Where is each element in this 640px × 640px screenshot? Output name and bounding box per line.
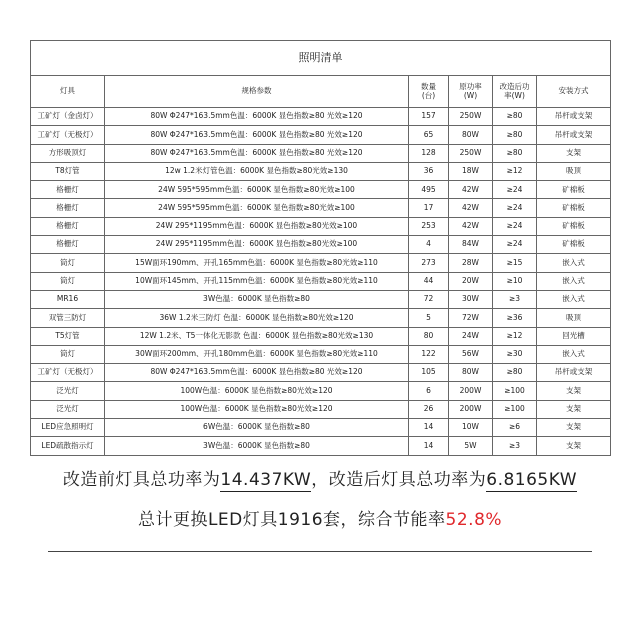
cell-quantity: 26 — [409, 400, 449, 418]
cell-new-power: ≥80 — [493, 108, 537, 126]
cell-install: 回光槽 — [537, 327, 611, 345]
cell-quantity: 14 — [409, 419, 449, 437]
cell-original-power: 42W — [449, 217, 493, 235]
cell-quantity: 253 — [409, 217, 449, 235]
cell-fixture: T8灯管 — [31, 162, 105, 180]
cell-quantity: 6 — [409, 382, 449, 400]
cell-install: 嵌入式 — [537, 345, 611, 363]
table-row — [31, 162, 611, 180]
header-quantity: 数量 (台) — [409, 76, 449, 108]
header-spec: 规格参数 — [105, 76, 409, 108]
table-row — [31, 272, 611, 290]
cell-quantity: 44 — [409, 272, 449, 290]
table-row — [31, 217, 611, 235]
lighting-list-table — [30, 40, 611, 456]
summary-replace-text: 总计更换LED灯具1916套，综合节能率 — [137, 510, 446, 530]
cell-fixture: 泛光灯 — [31, 400, 105, 418]
table-row — [31, 181, 611, 199]
cell-quantity: 14 — [409, 437, 449, 455]
header-new-power: 改造后功 率(W) — [493, 76, 537, 108]
cell-install: 吊杆或支架 — [537, 126, 611, 144]
table-row — [31, 290, 611, 308]
cell-original-power: 200W — [449, 382, 493, 400]
cell-fixture: 格栅灯 — [31, 199, 105, 217]
cell-original-power: 42W — [449, 199, 493, 217]
cell-install: 吸顶 — [537, 162, 611, 180]
cell-install: 支架 — [537, 400, 611, 418]
cell-fixture: 工矿灯（无极灯） — [31, 126, 105, 144]
cell-spec: 15W面环190mm、开孔165mm色温：6000K 显色指数≥80光效≥110 — [105, 254, 409, 272]
cell-original-power: 42W — [449, 181, 493, 199]
cell-install: 吊杆或支架 — [537, 364, 611, 382]
cell-new-power: ≥36 — [493, 309, 537, 327]
cell-new-power: ≥12 — [493, 327, 537, 345]
cell-fixture: 泛光灯 — [31, 382, 105, 400]
after-total-power: 6.8165KW — [486, 470, 578, 490]
lighting-list-sheet — [30, 40, 610, 456]
cell-spec: 24W 595*595mm色温：6000K 显色指数≥80光效≥100 — [105, 181, 409, 199]
cell-fixture: LED应急照明灯 — [31, 419, 105, 437]
cell-spec: 24W 295*1195mm色温：6000K 显色指数≥80光效≥100 — [105, 236, 409, 254]
cell-original-power: 80W — [449, 364, 493, 382]
cell-quantity: 80 — [409, 327, 449, 345]
cell-spec: 6W色温：6000K 显色指数≥80 — [105, 419, 409, 437]
cell-quantity: 128 — [409, 144, 449, 162]
cell-quantity: 65 — [409, 126, 449, 144]
cell-install: 嵌入式 — [537, 290, 611, 308]
cell-fixture: 筒灯 — [31, 254, 105, 272]
cell-quantity: 273 — [409, 254, 449, 272]
cell-quantity: 72 — [409, 290, 449, 308]
summary-line-1 — [30, 465, 610, 490]
header-original-power: 原功率 (W) — [449, 76, 493, 108]
cell-spec: 80W Φ247*163.5mm色温：6000K 显色指数≥80 光效≥120 — [105, 144, 409, 162]
cell-spec: 80W Φ247*163.5mm色温：6000K 显色指数≥80 光效≥120 — [105, 108, 409, 126]
cell-quantity: 36 — [409, 162, 449, 180]
cell-spec: 80W Φ247*163.5mm色温：6000K 显色指数≥80 光效≥120 — [105, 126, 409, 144]
cell-fixture: MR16 — [31, 290, 105, 308]
cell-spec: 12w 1.2米灯管色温：6000K 显色指数≥80光效≥130 — [105, 162, 409, 180]
cell-new-power: ≥100 — [493, 400, 537, 418]
table-row — [31, 382, 611, 400]
cell-fixture: T5灯管 — [31, 327, 105, 345]
cell-spec: 24W 595*595mm色温：6000K 显色指数≥80光效≥100 — [105, 199, 409, 217]
cell-original-power: 18W — [449, 162, 493, 180]
cell-install: 嵌入式 — [537, 254, 611, 272]
table-row — [31, 126, 611, 144]
cell-spec: 12W 1.2米、T5一体化无影款 色温：6000K 显色指数≥80光效≥130 — [105, 327, 409, 345]
cell-quantity: 495 — [409, 181, 449, 199]
cell-new-power: ≥30 — [493, 345, 537, 363]
table-row — [31, 144, 611, 162]
cell-original-power: 84W — [449, 236, 493, 254]
cell-new-power: ≥100 — [493, 382, 537, 400]
cell-new-power: ≥3 — [493, 437, 537, 455]
summary-after-label: ，改造后灯具总功率为 — [311, 470, 487, 490]
cell-install: 吸顶 — [537, 309, 611, 327]
cell-spec: 24W 295*1195mm色温：6000K 显色指数≥80光效≥100 — [105, 217, 409, 235]
cell-fixture: 格栅灯 — [31, 217, 105, 235]
cell-new-power: ≥12 — [493, 162, 537, 180]
cell-fixture: LED疏散指示灯 — [31, 437, 105, 455]
cell-fixture: 筒灯 — [31, 272, 105, 290]
divider-line — [48, 551, 592, 552]
cell-original-power: 10W — [449, 419, 493, 437]
cell-original-power: 24W — [449, 327, 493, 345]
cell-new-power: ≥24 — [493, 236, 537, 254]
table-row — [31, 199, 611, 217]
summary-line-2 — [30, 505, 610, 530]
cell-new-power: ≥80 — [493, 364, 537, 382]
cell-new-power: ≥24 — [493, 217, 537, 235]
cell-spec: 3W色温：6000K 显色指数≥80 — [105, 290, 409, 308]
table-row — [31, 437, 611, 455]
cell-original-power: 250W — [449, 108, 493, 126]
cell-fixture: 格栅灯 — [31, 181, 105, 199]
cell-fixture: 工矿灯（无极灯） — [31, 364, 105, 382]
table-row — [31, 419, 611, 437]
table-row — [31, 254, 611, 272]
cell-install: 支架 — [537, 144, 611, 162]
cell-new-power: ≥24 — [493, 199, 537, 217]
cell-fixture: 工矿灯（金卤灯） — [31, 108, 105, 126]
cell-spec: 80W Φ247*163.5mm色温：6000K 显色指数≥80 光效≥120 — [105, 364, 409, 382]
cell-install: 矿棉板 — [537, 217, 611, 235]
cell-original-power: 5W — [449, 437, 493, 455]
cell-quantity: 157 — [409, 108, 449, 126]
cell-original-power: 28W — [449, 254, 493, 272]
cell-new-power: ≥80 — [493, 126, 537, 144]
cell-quantity: 17 — [409, 199, 449, 217]
cell-install: 支架 — [537, 382, 611, 400]
energy-saving-rate: 52.8% — [445, 510, 503, 530]
header-fixture: 灯具 — [31, 76, 105, 108]
cell-spec: 30W面环200mm、开孔180mm色温：6000K 显色指数≥80光效≥110 — [105, 345, 409, 363]
cell-quantity: 4 — [409, 236, 449, 254]
cell-original-power: 200W — [449, 400, 493, 418]
cell-new-power: ≥6 — [493, 419, 537, 437]
table-title: 照明清单 — [31, 41, 611, 76]
cell-new-power: ≥24 — [493, 181, 537, 199]
cell-fixture: 方形吸顶灯 — [31, 144, 105, 162]
table-row — [31, 327, 611, 345]
cell-spec: 100W色温：6000K 显色指数≥80光效≥120 — [105, 382, 409, 400]
cell-install: 矿棉板 — [537, 181, 611, 199]
cell-install: 支架 — [537, 437, 611, 455]
table-row — [31, 108, 611, 126]
table-row — [31, 309, 611, 327]
table-row — [31, 364, 611, 382]
table-row — [31, 345, 611, 363]
cell-fixture: 筒灯 — [31, 345, 105, 363]
cell-original-power: 30W — [449, 290, 493, 308]
table-row — [31, 400, 611, 418]
cell-install: 吊杆或支架 — [537, 108, 611, 126]
cell-install: 支架 — [537, 419, 611, 437]
cell-original-power: 72W — [449, 309, 493, 327]
cell-new-power: ≥15 — [493, 254, 537, 272]
cell-quantity: 5 — [409, 309, 449, 327]
cell-new-power: ≥80 — [493, 144, 537, 162]
cell-install: 矿棉板 — [537, 236, 611, 254]
cell-fixture: 格栅灯 — [31, 236, 105, 254]
cell-spec: 100W色温：6000K 显色指数≥80光效≥120 — [105, 400, 409, 418]
cell-original-power: 80W — [449, 126, 493, 144]
cell-original-power: 250W — [449, 144, 493, 162]
cell-new-power: ≥3 — [493, 290, 537, 308]
cell-spec: 36W 1.2米三防灯 色温：6000K 显色指数≥80光效≥120 — [105, 309, 409, 327]
cell-spec: 3W色温：6000K 显色指数≥80 — [105, 437, 409, 455]
table-row — [31, 236, 611, 254]
before-total-power: 14.437KW — [220, 470, 312, 490]
cell-install: 矿棉板 — [537, 199, 611, 217]
cell-quantity: 122 — [409, 345, 449, 363]
cell-quantity: 105 — [409, 364, 449, 382]
cell-original-power: 20W — [449, 272, 493, 290]
summary-before-label: 改造前灯具总功率为 — [62, 470, 221, 490]
cell-new-power: ≥10 — [493, 272, 537, 290]
header-install: 安装方式 — [537, 76, 611, 108]
cell-original-power: 56W — [449, 345, 493, 363]
cell-fixture: 双管三防灯 — [31, 309, 105, 327]
cell-spec: 10W面环145mm、开孔115mm色温：6000K 显色指数≥80光效≥110 — [105, 272, 409, 290]
cell-install: 嵌入式 — [537, 272, 611, 290]
